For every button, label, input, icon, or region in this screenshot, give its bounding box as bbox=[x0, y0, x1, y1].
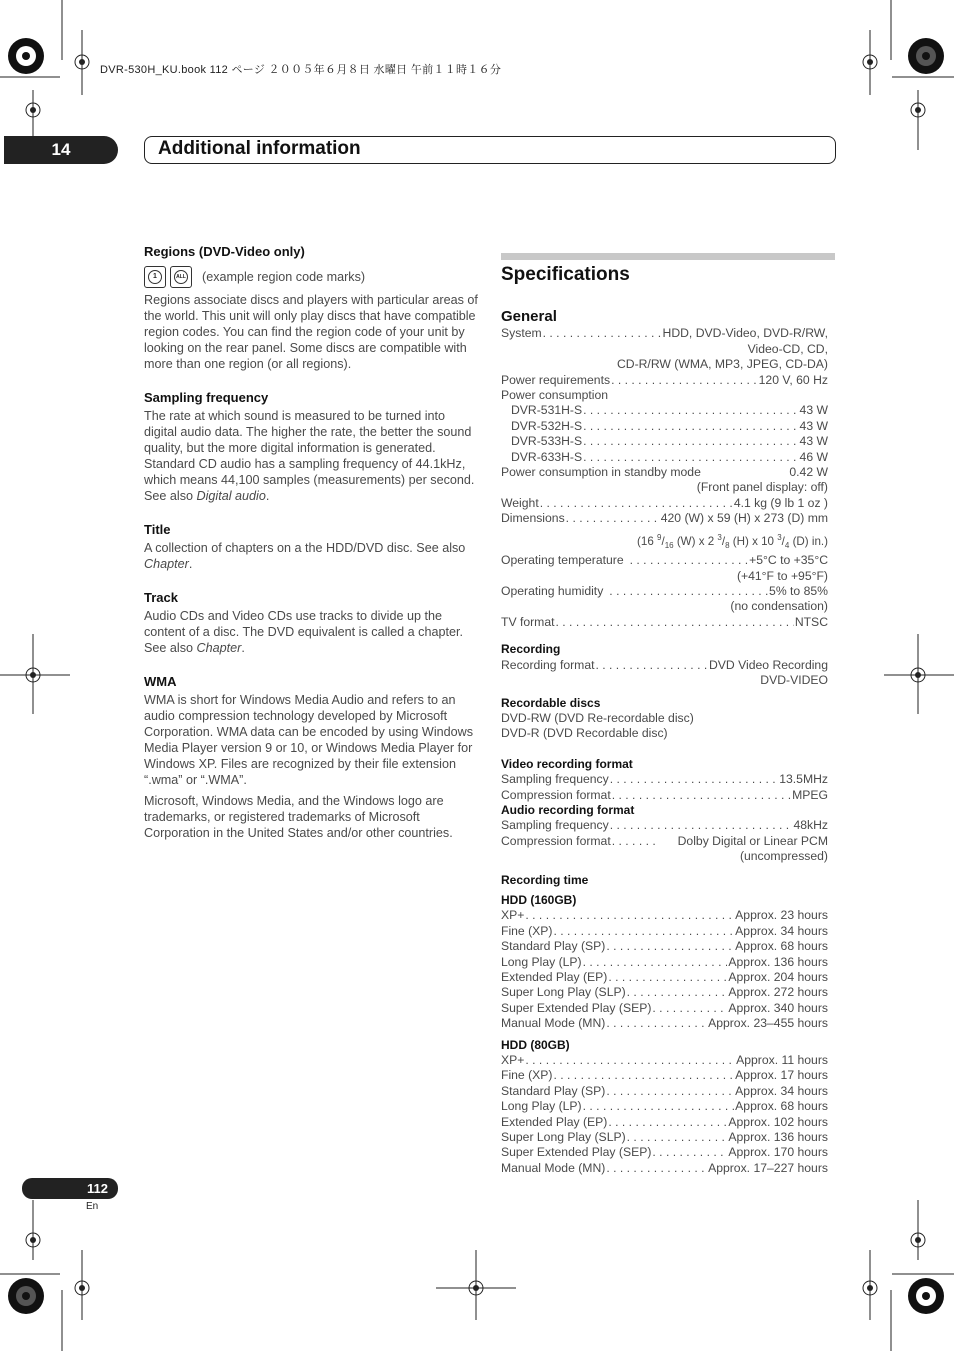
recording-time-row: Extended Play (EP) . . . Approx. 204 hours bbox=[501, 970, 828, 985]
recording-time-row: Manual Mode (MN) . . . Approx. 23–455 hours bbox=[501, 1016, 828, 1031]
sampling-section bbox=[144, 390, 478, 504]
recordable-discs-heading: Recordable discs bbox=[501, 695, 601, 710]
glossary-column bbox=[144, 244, 478, 859]
track-heading: Track bbox=[144, 590, 178, 605]
title-heading: Title bbox=[144, 522, 171, 537]
regions-section bbox=[144, 244, 478, 372]
spec-cont: (16 $^9/_{16}$ (W) x 2 $^3/_8$ (H) x 10 $^3/_4$ (D) in.) bbox=[637, 532, 828, 550]
general-heading: General bbox=[501, 308, 557, 325]
specifications-column bbox=[501, 309, 828, 1176]
specifications-title: Specifications bbox=[501, 264, 630, 285]
spec-row: DVR-533H-S . . . 43 W bbox=[501, 434, 828, 449]
spec-row: TV format . . . NTSC bbox=[501, 615, 828, 630]
spec-row: Compression format . . . MPEG bbox=[501, 788, 828, 803]
see-also-link: Chapter bbox=[144, 557, 189, 571]
regions-body: Regions associate discs and players with particular areas of the world. This unit will only play discs that have compatible region codes. You can find the region code of your unit by looking on the rear panel. Some discs are compatible with more than one region (or all regions). bbox=[144, 293, 478, 371]
regions-heading: Regions (DVD-Video only) bbox=[144, 244, 305, 259]
disc-item: DVD-RW (DVD Re-recordable disc) bbox=[501, 710, 694, 725]
spec-row: Sampling frequency . . . 48kHz bbox=[501, 818, 828, 833]
recording-time-row: Super Long Play (SLP) . . . Approx. 136 hours bbox=[501, 1130, 828, 1145]
recording-time-row: Super Extended Play (SEP) . . . Approx. 170 hours bbox=[501, 1145, 828, 1160]
recording-time-heading: Recording time bbox=[501, 872, 589, 887]
wma-section bbox=[144, 674, 478, 841]
print-info: DVR-530H_KU.book 112 ページ ２００５年６月８日 水曜日 午前１１時１６分 bbox=[100, 64, 502, 76]
hdd80-heading: HDD (80GB) bbox=[501, 1037, 570, 1052]
spec-row: DVR-532H-S . . . 43 W bbox=[501, 419, 828, 434]
chapter-number: 14 bbox=[4, 136, 118, 164]
spec-row: System . . . HDD, DVD-Video, DVD-R/RW, bbox=[501, 326, 828, 341]
chapter-title: Additional information bbox=[158, 138, 361, 159]
disc-item: DVD-R (DVD Recordable disc) bbox=[501, 726, 668, 741]
track-section bbox=[144, 590, 478, 656]
wma-trademark: Microsoft, Windows Media, and the Windows logo are trademarks, or registered trademarks of Microsoft Corporation in the United States and/or other countries. bbox=[144, 794, 453, 840]
hdd80-table bbox=[501, 1053, 828, 1176]
section-divider bbox=[501, 253, 835, 260]
video-format-heading: Video recording format bbox=[501, 756, 633, 771]
recording-time-row: Fine (XP) . . . Approx. 17 hours bbox=[501, 1068, 828, 1083]
spec-cont: (+41°F to +95°F) bbox=[736, 568, 828, 583]
spec-cont: Video-CD, CD, bbox=[747, 341, 828, 356]
recording-heading: Recording bbox=[501, 642, 561, 657]
recording-time-row: XP+ . . . Approx. 11 hours bbox=[501, 1053, 828, 1068]
spec-label: Power consumption bbox=[501, 388, 609, 403]
spec-row: Dimensions . . . 420 (W) x 59 (H) x 273 (D) mm bbox=[501, 511, 828, 526]
sampling-heading: Sampling frequency bbox=[144, 390, 269, 405]
wma-heading: WMA bbox=[144, 674, 177, 689]
see-also-link: Chapter bbox=[196, 641, 242, 655]
spec-cont: DVD-VIDEO bbox=[760, 673, 828, 688]
spec-cont: (no condensation) bbox=[730, 599, 828, 614]
audio-format-heading: Audio recording format bbox=[501, 802, 635, 817]
region-mark-1-icon: 1 bbox=[144, 266, 166, 288]
title-section bbox=[144, 522, 478, 572]
spec-row: Power consumption in standby mode 0.42 W bbox=[501, 465, 828, 480]
recording-time-row: Extended Play (EP) . . . Approx. 102 hours bbox=[501, 1115, 828, 1130]
recording-time-row: Long Play (LP) . . . Approx. 68 hours bbox=[501, 1099, 828, 1114]
spec-cont: (uncompressed) bbox=[739, 849, 828, 864]
spec-row: DVR-633H-S . . . 46 W bbox=[501, 450, 828, 465]
spec-row: Weight . . . 4.1 kg (9 lb 1 oz ) bbox=[501, 496, 828, 511]
spec-row: Recording format . . . DVD Video Recording bbox=[501, 658, 828, 673]
recording-time-row: Standard Play (SP) . . . Approx. 34 hours bbox=[501, 1084, 828, 1099]
spec-row: Sampling frequency . . . 13.5MHz bbox=[501, 772, 828, 787]
page-number: 112 bbox=[22, 1178, 118, 1199]
spec-row: Operating humidity . . . 5% to 85% bbox=[501, 584, 828, 599]
recording-time-row: Super Extended Play (SEP) . . . Approx. 340 hours bbox=[501, 1001, 828, 1016]
title-body: A collection of chapters on a the HDD/DVD disc. See also Chapter. bbox=[144, 541, 466, 571]
recording-time-row: Fine (XP) . . . Approx. 34 hours bbox=[501, 924, 828, 939]
sampling-body: The rate at which sound is measured to be turned into digital audio data. The higher the rate, the better the sound quality, but the more digital information is generated. Standard CD audio has a sampling frequency of 44.1kHz, which means 44,100 samples (measurements) per second. See also Digital audio. bbox=[144, 409, 475, 503]
see-also-link: Digital audio bbox=[196, 489, 266, 503]
language-label: En bbox=[86, 1201, 99, 1212]
spec-cont: (Front panel display: off) bbox=[696, 480, 828, 495]
region-marks bbox=[144, 266, 478, 288]
recording-time-row: Long Play (LP) . . . Approx. 136 hours bbox=[501, 955, 828, 970]
recording-time-row: XP+ . . . Approx. 23 hours bbox=[501, 908, 828, 923]
spec-row: DVR-531H-S . . . 43 W bbox=[501, 403, 828, 418]
region-marks-caption: (example region code marks) bbox=[202, 270, 366, 284]
wma-body: WMA is short for Windows Media Audio and refers to an audio compression technology developed by Microsoft Corporation. WMA data can be encoded by using Windows Media Player version 9 or 10, or Windows Media Player for Windows XP. Files are recognized by their file extension “.wma” or “.WMA”. bbox=[144, 693, 474, 787]
hdd160-heading: HDD (160GB) bbox=[501, 892, 577, 907]
spec-cont: CD-R/RW (WMA, MP3, JPEG, CD-DA) bbox=[616, 357, 828, 372]
recording-time-row: Super Long Play (SLP) . . . Approx. 272 hours bbox=[501, 985, 828, 1000]
recording-time-row: Standard Play (SP) . . . Approx. 68 hours bbox=[501, 939, 828, 954]
spec-row: Compression format . . . Dolby Digital or Linear PCM bbox=[501, 834, 828, 849]
spec-row: Power requirements . . . 120 V, 60 Hz bbox=[501, 373, 828, 388]
track-body: Audio CDs and Video CDs use tracks to divide up the content of a disc. The DVD equivalent is called a chapter. See also Chapter. bbox=[144, 609, 463, 655]
region-mark-all-icon: ALL bbox=[170, 266, 192, 288]
hdd160-table bbox=[501, 908, 828, 1031]
spec-row: Operating temperature . . . +5°C to +35°C bbox=[501, 553, 828, 568]
recording-time-row: Manual Mode (MN) . . . Approx. 17–227 hours bbox=[501, 1161, 828, 1176]
